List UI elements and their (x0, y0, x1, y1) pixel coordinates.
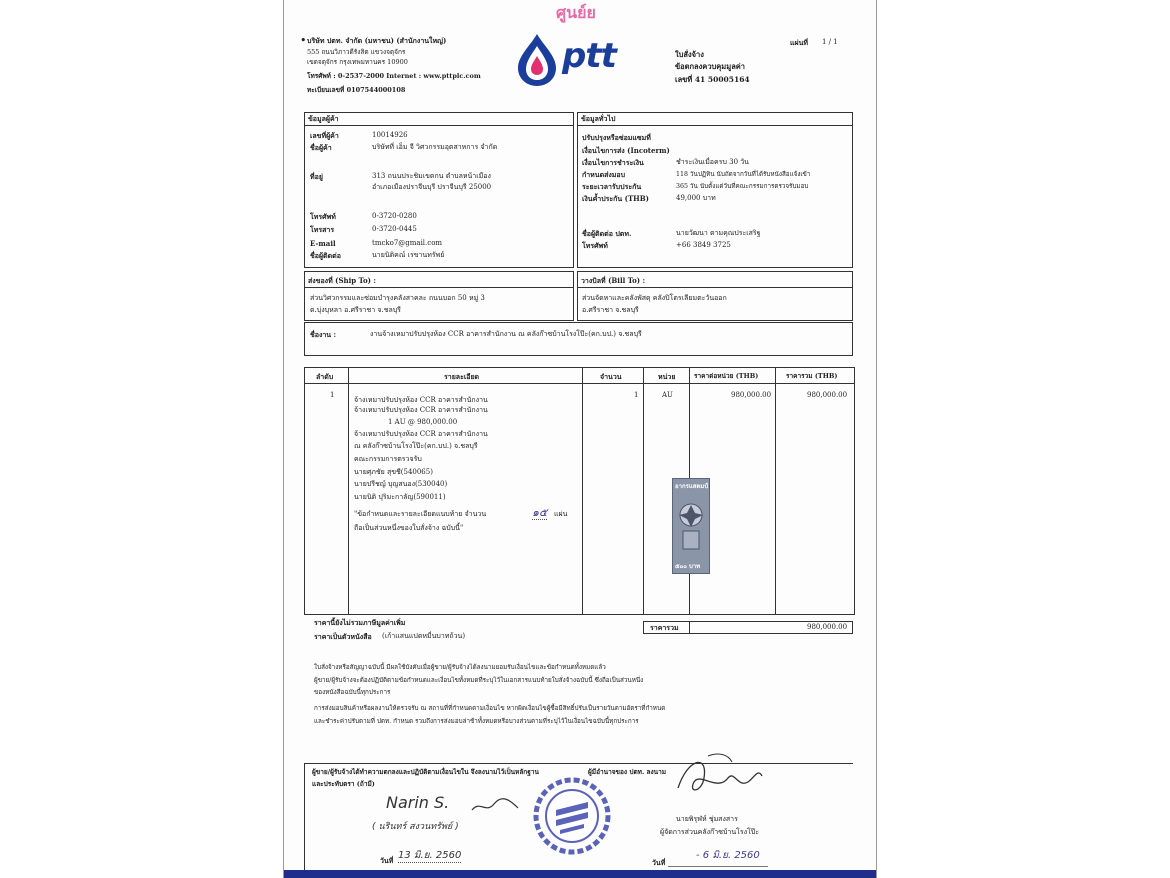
terms-line: และชำระค่าปรับตามที่ ปตท. กำหนด รวมถึงการส่งมอบล่าช้าทั้งหมดหรือบางส่วนตามที่ระบุไว้ในเงื่อนไขฉบับนี้ทุกประการ (314, 718, 639, 725)
pages-unit: แผ่น (554, 510, 568, 518)
general-warranty-label: ระยะเวลารับประกัน (582, 182, 642, 191)
ptt-sign-label: ผู้มีอำนาจของ ปตท. ลงนาม (588, 768, 667, 776)
vendor-code-label: เลขที่ผู้ค้า (310, 131, 339, 140)
item-desc-line: นายศุภชัย สุขชี(540065) (354, 468, 433, 476)
company-seal-icon (532, 768, 612, 864)
company-address-2: เขตจตุจักร กรุงเทพมหานคร 10900 (307, 58, 408, 66)
ptt-signer-name: นายพิรุฬห์ ชุ่มสงสาร (676, 815, 738, 823)
subject-text: งานจ้างเหมาปรับปรุงห้อง CCR อาคารสำนักงาน ณ คลังก๊าซบ้านโรงโป๊ะ(คก.บป.) จ.ชลบุรี (370, 330, 642, 338)
item-table-header-rule (304, 383, 855, 384)
terms-line: การส่งมอบสินค้าหรือผลงานให้ตรวจรับ ณ สถานที่ที่กำหนดตามเงื่อนไข หากผิดเงื่อนไขผู้ซื้อมีสิทธิ์ปรับเป็นรายวันตามอัตราที่กำหนด (314, 705, 666, 712)
vendor-sign-note: ผู้ขาย/ผู้รับจ้างได้ทำความตกลงและปฏิบัติตามเงื่อนไขใน จึงลงนามไว้เป็นหลักฐาน (312, 768, 539, 776)
stamp-text: ศูนย์ย (556, 3, 596, 22)
vendor-tel: 0-3720-0280 (372, 212, 417, 220)
vendor-sign-note-2: และประทับตรา (ถ้ามี) (312, 780, 375, 788)
terms-line: ใบสั่งจ้างหรือสัญญาฉบับนี้ มีผลใช้บังคับเมื่อผู้ขาย/ผู้รับจ้างได้ลงนามยอมรับเงื่อนไขและข้อกำหนดทั้งหมดแล้ว (314, 664, 606, 671)
vendor-tel-label: โทรศัพท์ (310, 212, 336, 221)
item-desc-line: ณ คลังก๊าซบ้านโรงโป๊ะ(คก.บป.) จ.ชลบุรี (354, 442, 478, 450)
company-taxid: ทะเบียนเลขที่ 0107544000108 (307, 86, 406, 94)
vendor-contact-label: ชื่อผู้ติดต่อ (310, 251, 341, 260)
doc-number: เลขที่ 41 50005164 (675, 75, 750, 84)
revenue-stamp-amount: ๕๐๐ บาท (675, 563, 701, 570)
ship-to-line-2: ต.บุ่งบุหลา อ.ศรีราชา จ.ชลบุรี (310, 306, 401, 314)
bill-to-label: วางบิลที่ (Bill To) : (581, 276, 646, 285)
general-guarantee-label: เงินค้ำประกัน (THB) (582, 194, 649, 203)
handwritten-page-count: ๑๕ (532, 506, 548, 519)
ptt-date: - 6 มิ.ย. 2560 (696, 850, 760, 861)
ptt-date-label: วันที่ (652, 858, 666, 867)
general-warranty: 365 วัน นับตั้งแต่วันที่คณะกรรมการตรวจรับมอบ (676, 183, 809, 190)
signature-stroke-icon (470, 796, 520, 816)
vendor-email: tmcko7@gmail.com (372, 239, 443, 247)
general-incoterm-label: เงื่อนไขการส่ง (Incoterm) (582, 146, 670, 155)
item-desc-line: ถือเป็นส่วนหนึ่งของใบสั่งจ้าง ฉบับนี้" (354, 524, 464, 532)
vendor-fax-label: โทรสาร (310, 225, 335, 234)
item-desc-line: คณะกรรมการตรวจรับ (354, 455, 422, 463)
general-header-rule (577, 125, 853, 126)
col-header-unit: หน่วย (658, 372, 676, 381)
general-section-title: ข้อมูลทั่วไป (581, 114, 616, 123)
col-divider-1 (348, 367, 349, 615)
page-value: 1 / 1 (822, 38, 838, 46)
ptt-contact: นายวัฒนา ตามคุณประเสริฐ (676, 229, 761, 237)
company-name: บริษัท ปตท. จำกัด (มหาชน) (สำนักงานใหญ่) (307, 36, 447, 45)
revenue-stamp-title: อากรแสตมป์ (675, 483, 709, 490)
col-divider-3 (643, 367, 644, 615)
vendor-name: บริษัทที่ เอ็ม จี วิศวกรรมอุตสาหการ จำกัด (372, 143, 498, 151)
ptt-tel: +66 3849 3725 (676, 241, 731, 249)
signature-left-rule (304, 763, 305, 873)
col-divider-5 (775, 367, 776, 615)
vendor-date: 13 มิ.ย. 2560 (398, 850, 462, 861)
doc-subtitle: ข้อตกลงควบคุมมูลค่า (675, 62, 746, 71)
garuda-emblem-icon (677, 497, 705, 551)
ptt-signer-position: ผู้จัดการส่วนคลังก๊าซบ้านโรงโป๊ะ (660, 828, 760, 836)
vendor-contact: นายนิติคณ์ เรขานทรัพย์ (372, 251, 445, 259)
ship-to-rule (304, 287, 574, 288)
vendor-email-label: E-mail (310, 239, 336, 248)
general-delivery: 118 วันปฏิทิน นับถัดจากวันที่ได้รับหนังสือแจ้งเข้า (676, 171, 811, 178)
ptt-logo-text: ptt (562, 36, 616, 76)
revenue-stamp (672, 478, 710, 574)
subject-label: ชื่องาน : (310, 330, 337, 339)
doc-title: ใบสั่งจ้าง (675, 50, 704, 59)
item-desc-line: "ข้อกำหนดและรายละเอียดแนบท้าย จำนวน (354, 510, 487, 518)
ship-to-label: ส่งของที่ (Ship To) : (308, 276, 377, 285)
ptt-contact-label: ชื่อผู้ติดต่อ ปตท. (582, 229, 632, 238)
item-qty: 1 (634, 391, 639, 399)
item-desc-line: จ้างเหมาปรับปรุงห้อง CCR อาคารสำนักงาน (354, 406, 488, 414)
col-header-qty: จำนวน (600, 372, 622, 381)
item-desc-line: จ้างเหมาปรับปรุงห้อง CCR อาคารสำนักงาน (354, 396, 488, 404)
general-type-label: ปรับปรุงหรือซ่อมแซมที่ (582, 133, 651, 142)
bill-to-line-2: อ.ศรีราชา จ.ชลบุรี (582, 306, 639, 314)
bottom-scan-edge (284, 870, 876, 878)
ptt-tel-label: โทรศัพท์ (582, 241, 608, 250)
vendor-signature: Narin S. (386, 793, 450, 812)
vendor-signer-name: ( นรินทร์ สงวนทรัพย์ ) (372, 822, 459, 832)
vendor-name-label: ชื่อผู้ค้า (310, 143, 332, 152)
vendor-section-title: ข้อมูลผู้ค้า (308, 114, 339, 123)
bill-to-line-1: ส่วนจัดหาและคลังพัสดุ คลังปิโตรเลียมตะวันออก (582, 294, 727, 302)
terms-line: ผู้ขาย/ผู้รับจ้างจะต้องปฏิบัติตามข้อกำหนดและเงื่อนไขทั้งหมดที่ระบุไว้ในเอกสารแนบท้ายใบสั่งจ้างฉบับนี้ ซึ่งถือเป็นส่วนหนึ่ง (314, 677, 644, 684)
bullet-mark: • (300, 34, 307, 47)
item-desc-line: นายนิติ ปุริมะกาลัญ(590011) (354, 493, 446, 501)
vendor-code: 10014926 (372, 131, 408, 139)
vendor-address-label: ที่อยู่ (310, 172, 323, 181)
amount-in-words: (เก้าแสนแปดหมื่นบาทถ้วน) (382, 632, 466, 640)
general-guarantee: 49,000 บาท (676, 194, 716, 202)
amount-in-words-label: ราคาเป็นตัวหนังสือ (314, 632, 372, 641)
company-phone: โทรศัพท์ : 0-2537-2000 Internet : www.pttplc.com (307, 72, 481, 80)
item-unit-price: 980,000.00 (731, 391, 772, 399)
subject-box (304, 322, 853, 356)
company-address-1: 555 ถนนวิภาวดีรังสิต แขวงจตุจักร (307, 48, 406, 56)
signature-top-rule (304, 763, 853, 764)
bill-to-rule (577, 287, 853, 288)
total-label: ราคารวม (650, 623, 679, 632)
col-header-desc: รายละเอียด (444, 372, 480, 381)
col-divider-2 (582, 367, 583, 615)
general-payment-label: เงื่อนไขการชำระเงิน (582, 158, 644, 167)
vendor-address-2: อำเภอเมืองปราจีนบุรี ปราจีนบุรี 25000 (372, 183, 492, 191)
general-delivery-label: กำหนดส่งมอบ (582, 170, 626, 179)
item-total: 980,000.00 (807, 391, 848, 399)
item-desc-line: 1 AU @ 980,000.00 (388, 418, 458, 426)
general-payment: ชำระเงินเมื่อครบ 30 วัน (676, 158, 749, 166)
col-header-no: ลำดับ (316, 372, 334, 381)
total-value: 980,000.00 (807, 623, 848, 631)
total-box-divider (689, 621, 690, 634)
vendor-date-label: วันที่ (380, 856, 394, 865)
vat-note: ราคานี้ยังไม่รวมภาษีมูลค่าเพิ่ม (314, 618, 406, 627)
vendor-fax: 0-3720-0445 (372, 225, 417, 233)
item-unit: AU (662, 391, 673, 399)
page-edge-left (283, 0, 284, 878)
ship-to-line-1: ส่วนวิศวกรรมและซ่อมบำรุงคลังสาคละ ถนนบอก 50 หมู่ 3 (310, 294, 485, 302)
ptt-logo-icon (514, 32, 560, 88)
page-edge-right (876, 0, 877, 878)
col-header-total: ราคารวม (THB) (786, 372, 838, 380)
page-label: แผ่นที่ (790, 38, 809, 47)
item-desc-line: นายปรีชญ์ บุญสนอง(530040) (354, 480, 448, 488)
item-desc-line: จ้างเหมาปรับปรุงห้อง CCR อาคารสำนักงาน (354, 430, 488, 438)
terms-line: ของหนังสือฉบับนี้ทุกประการ (314, 689, 391, 696)
item-no: 1 (330, 391, 335, 399)
col-header-unit-price: ราคาต่อหน่วย (THB) (694, 372, 759, 380)
ptt-signature-icon (668, 748, 768, 808)
vendor-header-rule (304, 125, 574, 126)
ptt-date-underline (668, 866, 768, 867)
vendor-address-1: 313 ถนนประชิมเขตกน ตำบลหน้าเมือง (372, 172, 491, 180)
